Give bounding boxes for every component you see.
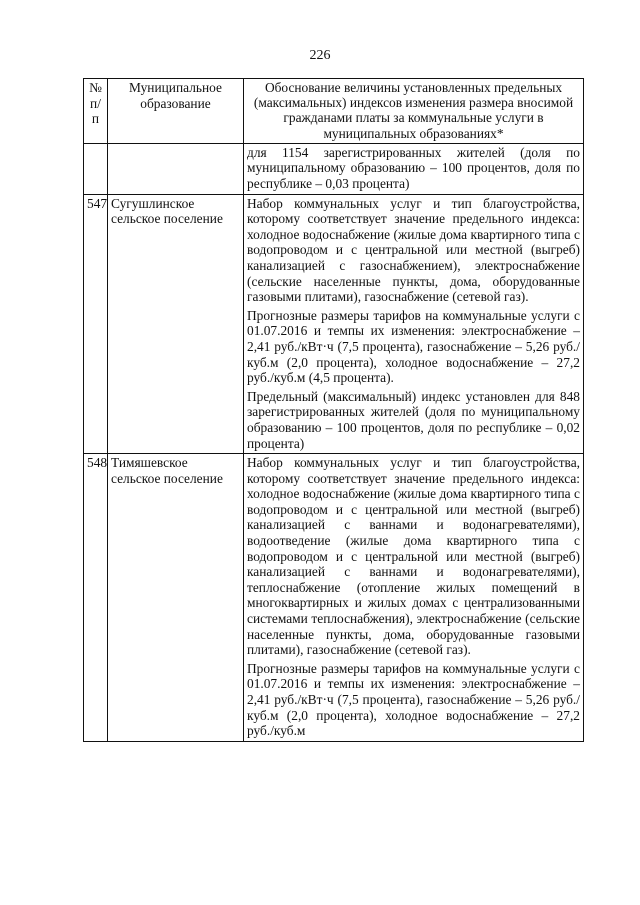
- paragraph: Набор коммунальных услуг и тип благоустройства, которому соответствует значение предельного индекса: холодное водоснабжение (жилые дома квартирного типа с водопроводом и с центральной или местной (выгреб) канализацией с ваннами и водонагревателями), водоотведение (жилые дома квартирного типа с водопроводом и с центральной или местной (выгреб) канализацией с ваннами и водонагревателями), теплоснабжение (отопление жилых помещений в многоквартирных и жилых домах с централизованными системами теплоснабжения), электроснабжение (сельские населенные пункты, дома, оборудованные газовыми плитами), газоснабжение (сетевой газ).: [247, 455, 580, 658]
- table-row: [84, 454, 584, 742]
- row-justification: [244, 194, 584, 454]
- paragraph: Прогнозные размеры тарифов на коммунальные услуги с 01.07.2016 и темпы их изменения: электроснабжение – 2,41 руб./кВт·ч (7,5 процента), газоснабжение – 5,26 руб./куб.м (2,0 процента), холодное водоснабжение – 27,2 руб./куб.м: [247, 660, 580, 739]
- header-justification: Обоснование величины установленных предельных (максимальных) индексов изменения размера вносимой гражданами платы за коммунальные услуги в муниципальных образованиях*: [244, 79, 584, 144]
- row-municipality: Сугушлинское сельское поселение: [108, 194, 244, 454]
- row-justification: [244, 143, 584, 194]
- paragraph: Набор коммунальных услуг и тип благоустройства, которому соответствует значение предельного индекса: холодное водоснабжение (жилые дома квартирного типа с водопроводом и с центральной или местной (выгреб) канализацией с газоснабжением), электроснабжение (сельские населенные пункты, дома, оборудованные газовыми плитами), газоснабжение (сетевой газ).: [247, 195, 580, 305]
- table-row: [84, 143, 584, 194]
- row-number: [84, 143, 108, 194]
- paragraph: Прогнозные размеры тарифов на коммунальные услуги с 01.07.2016 и темпы их изменения: электроснабжение – 2,41 руб./кВт·ч (7,5 процента), газоснабжение – 5,26 руб./куб.м (2,0 процента), холодное водоснабжение – 27,2 руб./куб.м (4,5 процента).: [247, 307, 580, 386]
- page-number: 226: [309, 48, 331, 63]
- tariff-table: [83, 78, 584, 742]
- header-num: № п/п: [84, 79, 108, 144]
- row-number: 547: [84, 194, 108, 454]
- row-number: 548: [84, 454, 108, 742]
- table-row: [84, 194, 584, 454]
- row-justification: [244, 454, 584, 742]
- header-municipality: Муниципальное образование: [108, 79, 244, 144]
- paragraph: Предельный (максимальный) индекс установлен для 848 зарегистрированных жителей (доля по муниципальному образованию – 100 процентов, доля по республике – 0,02 процента): [247, 388, 580, 451]
- row-municipality: Тимяшевское сельское поселение: [108, 454, 244, 742]
- row-municipality: [108, 143, 244, 194]
- paragraph: для 1154 зарегистрированных жителей (доля по муниципальному образованию – 100 процентов, доля по республике – 0,03 процента): [247, 144, 580, 191]
- table-header-row: [84, 79, 584, 144]
